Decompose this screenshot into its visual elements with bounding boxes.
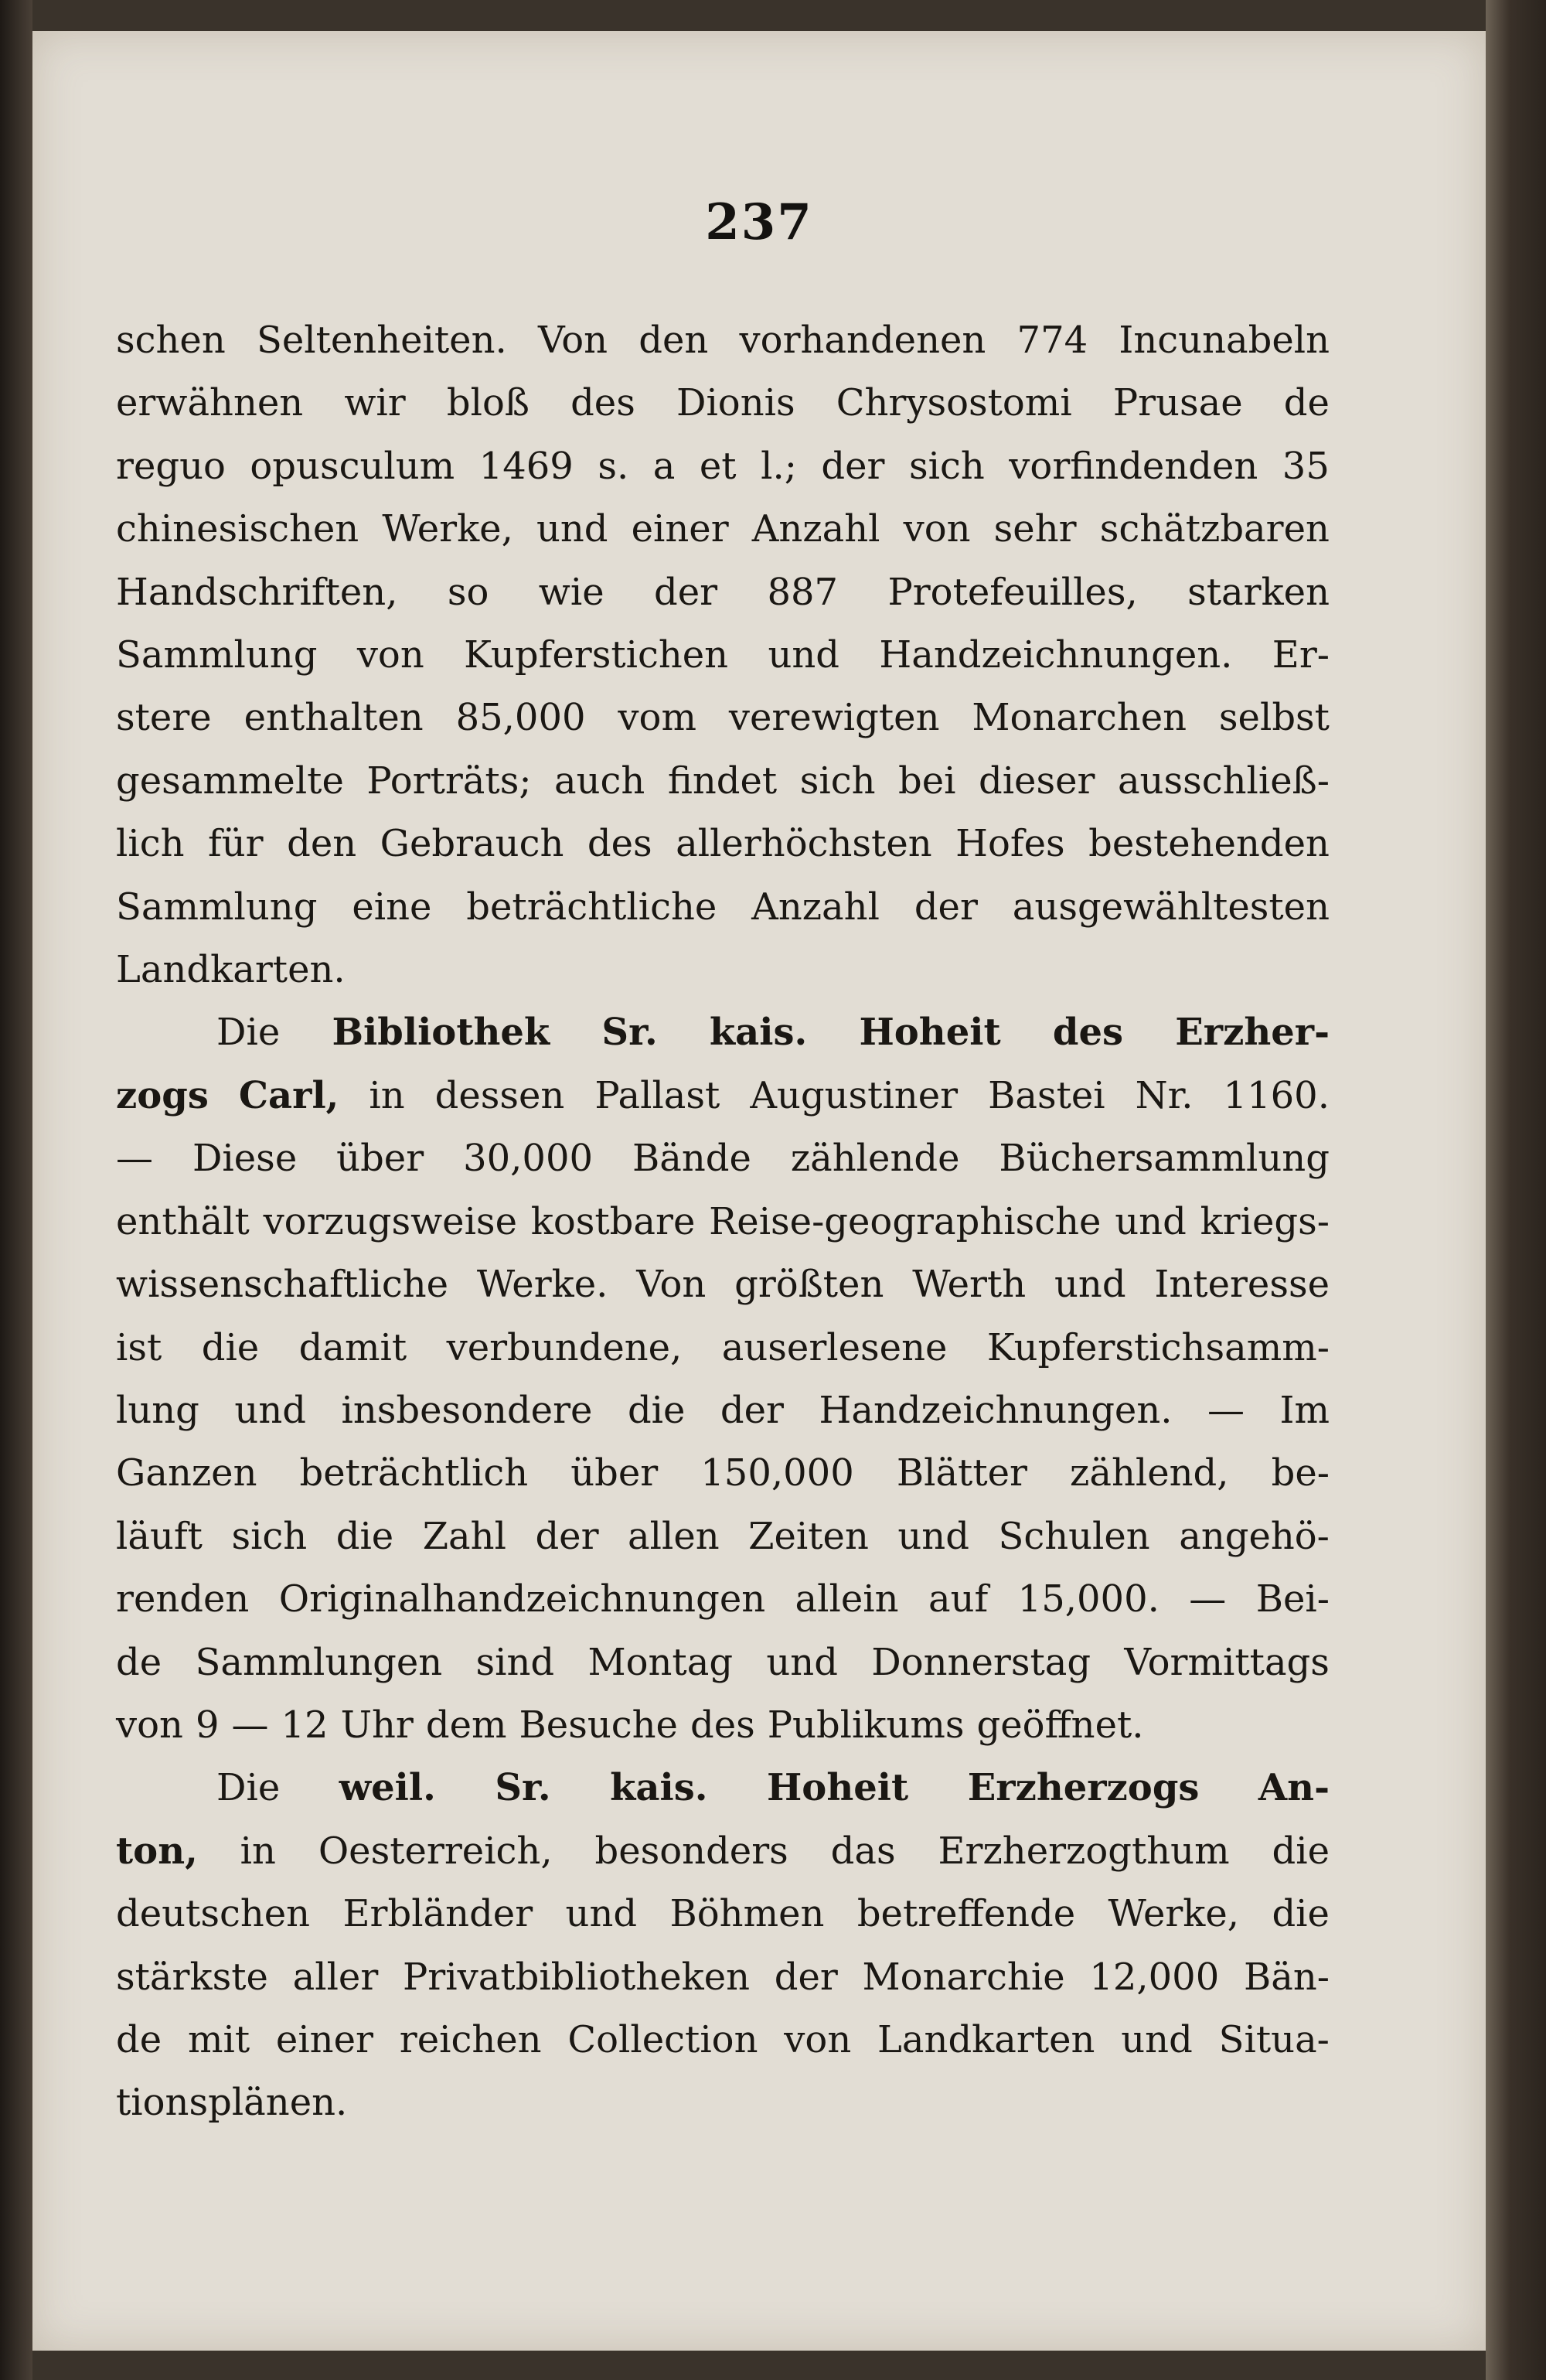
word: der [821,444,885,488]
word: Handschriften, [116,570,398,614]
word: wie [538,570,604,614]
word: Werke, [1108,1892,1240,1936]
word: Erzherzogthum [938,1829,1230,1873]
word: beträchtliche [466,885,717,929]
word: dieser [978,759,1095,803]
word: 12,000 [1089,1955,1220,1999]
word: sich [231,1514,308,1558]
word: allen [628,1514,720,1558]
word: Hoheit [766,1766,909,1810]
word: l.; [761,444,797,488]
text-line [116,1001,1330,1064]
word: Hoheit [859,1011,1001,1055]
text-line [116,624,1330,687]
word: des [587,822,652,866]
word: Bän- [1243,1955,1330,1999]
word: Bibliothek [332,1011,550,1055]
word: gesammelte [116,759,344,803]
word: Bei- [1255,1577,1330,1621]
word: bei [897,759,956,803]
word: für [207,822,264,866]
word: der [774,1955,838,1999]
word: Prusae [1112,381,1243,425]
word: kais. [709,1011,808,1055]
text-line [116,876,1330,939]
word: sich [799,759,876,803]
word: Sr. [601,1011,658,1055]
text-line [116,1253,1330,1316]
text-line [116,435,1330,498]
word: Pallast [594,1073,720,1117]
page-edge [1486,0,1546,2380]
word: — [1189,1577,1227,1621]
word: ausschließ- [1117,759,1330,803]
word: Handzeichnungen. [819,1388,1173,1432]
text-line [116,1568,1330,1631]
word: dessen [434,1073,565,1117]
word: a [652,444,676,488]
word: Incunabeln [1119,319,1330,362]
word: Kupferstichsamm- [986,1325,1330,1369]
word: Besuche [519,1703,678,1747]
word: Zeiten [748,1514,869,1558]
word: Diese [192,1137,298,1181]
word: bestehenden [1088,822,1330,866]
word: besonders [594,1829,788,1873]
word: Gebrauch [380,822,564,866]
word: verewigten [728,696,940,740]
text-line [116,1946,1330,2009]
text-line [116,1317,1330,1379]
word: insbesondere [341,1388,593,1432]
text-line [116,1442,1330,1505]
word: Sr. [495,1766,551,1810]
text-line [116,1379,1330,1442]
word: und [766,1640,838,1684]
word: reguo [116,444,226,488]
word: stärkste [116,1955,268,1999]
word: Sammlung [116,885,318,929]
word: Montag [587,1640,734,1684]
word: 9 [195,1703,220,1747]
word: des [570,381,635,425]
word: de [1283,381,1330,425]
word: vom [618,696,696,740]
word: Kupferstichen [464,633,729,677]
word: Sammlungen [195,1640,443,1684]
word: und [1121,2017,1193,2061]
word: mit [187,2017,250,2061]
text-line [116,1757,1330,1819]
word: und [1054,1263,1126,1307]
word: wir [344,381,406,425]
text-line [116,372,1330,435]
word: Anzahl [751,507,880,551]
word: die [627,1388,686,1432]
word: stere [116,696,212,740]
word: Nr. [1135,1073,1194,1117]
word: zählende [790,1137,960,1181]
word: zogs [116,1073,209,1117]
word: kais. [610,1766,708,1810]
word: ton, [116,1829,198,1873]
word: Anzahl [751,885,880,929]
word: Donnerstag [871,1640,1091,1684]
text-line [116,1694,1330,1757]
word: Situa- [1218,2017,1330,2061]
word: dem [425,1703,507,1747]
word: Collection [567,2017,758,2061]
word: Protefeuilles, [887,570,1138,614]
word: der [535,1514,599,1558]
word: des [690,1703,755,1747]
word: angehö- [1179,1514,1330,1558]
word: ausgewähltesten [1012,885,1330,929]
word: Zahl [422,1514,506,1558]
word: Publikums [767,1703,965,1747]
word: das [830,1829,896,1873]
text-line [116,1065,1330,1127]
text-line [116,687,1330,749]
word: chinesischen [116,507,359,551]
word: vorzugsweise [263,1199,517,1243]
word: beträchtlich [299,1451,529,1495]
word: vorhandenen [739,319,986,362]
word: ist [116,1325,162,1369]
word: vorfindenden [1009,444,1258,488]
word: Monarchen [972,696,1187,740]
word: be- [1271,1451,1330,1495]
word: — [231,1703,269,1747]
word: Landkarten. [116,948,346,992]
word: Die [216,1766,281,1810]
text-line [116,2071,1330,2134]
word: reichen [399,2017,542,2061]
word: lung [116,1388,199,1432]
word: von [116,1703,183,1747]
word: zählend, [1070,1451,1229,1495]
word: und [565,1892,638,1936]
word: verbundene, [446,1325,683,1369]
text-line [116,813,1330,875]
word: Chrysostomi [836,381,1072,425]
word: Oesterreich, [318,1829,553,1873]
word: weil. [339,1766,436,1810]
word: Hofes [955,822,1065,866]
word: s. [598,444,629,488]
word: — [1207,1388,1245,1432]
word: 15,000. [1017,1577,1160,1621]
word: den [287,822,357,866]
book-page [32,31,1486,2351]
word: Monarchie [862,1955,1065,1999]
word: sich [909,444,985,488]
word: die [1272,1829,1330,1873]
word: Erzher- [1175,1011,1330,1055]
word: Erbländer [342,1892,533,1936]
text-line [116,750,1330,813]
word: Handzeichnungen. [879,633,1233,677]
word: Sammlung [116,633,318,677]
word: enthält [116,1199,250,1243]
word: in [240,1829,276,1873]
word: allerhöchsten [676,822,932,866]
word: über [570,1451,659,1495]
word: Blätter [896,1451,1027,1495]
word: selbst [1218,696,1330,740]
word: 887 [767,570,839,614]
word: 150,000 [700,1451,854,1495]
word: Werth [912,1263,1027,1307]
word: Bände [632,1137,751,1181]
text-line [116,309,1330,372]
word: 774 [1016,319,1088,362]
word: et [699,444,737,488]
word: sind [475,1640,555,1684]
word: — [116,1137,153,1181]
word: Erzherzogs [967,1766,1200,1810]
word: Augustiner [750,1073,959,1117]
text-line [116,1505,1330,1568]
word: Werke. [476,1263,608,1307]
word: erwähnen [116,381,304,425]
word: auch [554,759,645,803]
text-line [116,1820,1330,1883]
word: Originalhandzeichnungen [278,1577,766,1621]
word: Büchersammlung [999,1137,1330,1181]
word: die [1272,1892,1330,1936]
word: Ganzen [116,1451,257,1495]
word: Bastei [988,1073,1105,1117]
word: kostbare [530,1199,696,1243]
word: und [234,1388,306,1432]
word: auf [928,1577,989,1621]
word: kriegs- [1200,1199,1330,1243]
word: in [369,1073,405,1117]
word: Böhmen [669,1892,825,1936]
word: Interesse [1154,1263,1330,1307]
word: bloß [446,381,530,425]
word: Schulen [998,1514,1150,1558]
word: schätzbaren [1099,507,1330,551]
word: der [914,885,978,929]
page-number: 237 [705,193,813,251]
word: die [335,1514,394,1558]
word: findet [667,759,778,803]
word: opusculum [250,444,455,488]
word: größten [734,1263,884,1307]
word: und [768,633,840,677]
word: 35 [1282,444,1330,488]
word: läuft [116,1514,203,1558]
word: eine [352,885,432,929]
word: und [536,507,608,551]
word: betreffende [856,1892,1076,1936]
word: Seltenheiten. [256,319,507,362]
word: den [638,319,709,362]
word: Von [636,1263,707,1307]
word: enthalten [243,696,424,740]
word: und [1115,1199,1187,1243]
word: sehr [993,507,1077,551]
word: Die [216,1011,281,1055]
word: allein [795,1577,899,1621]
word: damit [298,1325,407,1369]
book-spine-edge [0,0,32,2380]
text-line [116,561,1330,624]
body-text [116,309,1330,2135]
word: Reise-geographische [709,1199,1102,1243]
word: 1160. [1223,1073,1330,1117]
word: Porträts; [366,759,532,803]
word: von [784,2017,852,2061]
word: deutschen [116,1892,311,1936]
word: 85,000 [455,696,586,740]
word: wissenschaftliche [116,1263,449,1307]
text-line [116,2009,1330,2071]
word: des [1052,1011,1123,1055]
word: der [653,570,718,614]
word: An- [1258,1766,1330,1810]
word: Er- [1272,633,1330,677]
word: Carl, [238,1073,339,1117]
word: und [897,1514,969,1558]
word: von [903,507,971,551]
word: renden [116,1577,250,1621]
word: Im [1279,1388,1330,1432]
word: 1469 [478,444,574,488]
word: Dionis [676,381,795,425]
text-line [116,1883,1330,1945]
word: lich [116,822,185,866]
word: de [116,1640,162,1684]
word: 12 [281,1703,329,1747]
text-line [116,1632,1330,1694]
word: über [336,1137,424,1181]
word: Vormittags [1124,1640,1330,1684]
word: von [356,633,424,677]
word: aller [292,1955,379,1999]
text-line [116,498,1330,561]
text-line [116,1127,1330,1190]
word: geöffnet. [976,1703,1144,1747]
text-line [116,1191,1330,1253]
word: starken [1187,570,1330,614]
word: einer [631,507,729,551]
text-line [116,939,1330,1001]
word: die [201,1325,260,1369]
word: tionsplänen. [116,2081,348,2125]
word: Uhr [340,1703,414,1747]
word: Von [537,319,608,362]
word: 30,000 [463,1137,594,1181]
word: schen [116,319,226,362]
word: der [720,1388,784,1432]
word: auserlesene [721,1325,948,1369]
word: Landkarten [877,2017,1095,2061]
word: einer [275,2017,373,2061]
word: de [116,2017,162,2061]
word: Privatbibliotheken [402,1955,751,1999]
word: Werke, [382,507,513,551]
word: so [447,570,489,614]
